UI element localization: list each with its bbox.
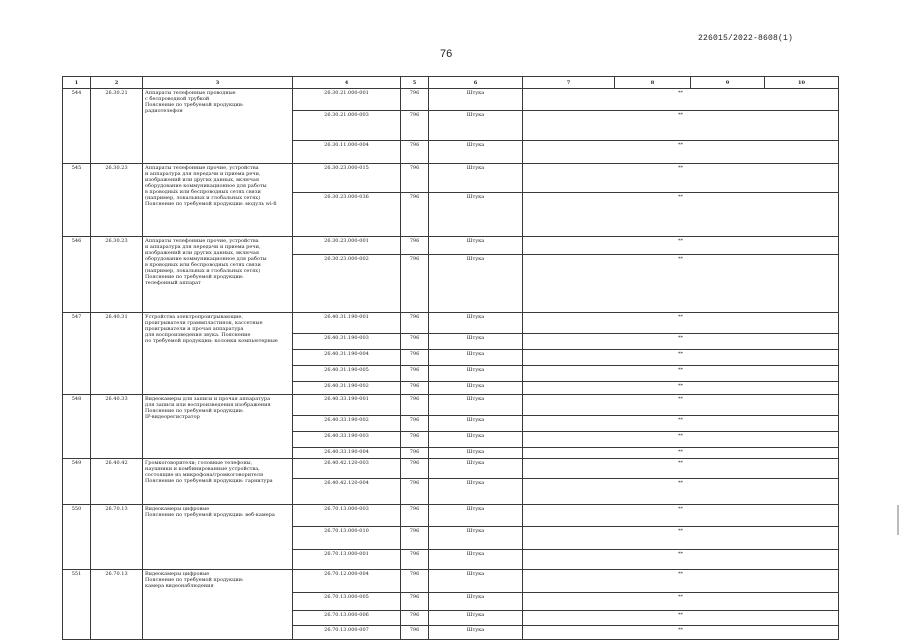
marker-cell: ** [523, 164, 839, 193]
ktru-code-cell: 26.40.31.190-004 [293, 350, 401, 366]
okpd-code-cell: 26.30.23 [91, 164, 143, 237]
marker-cell: ** [523, 479, 839, 505]
column-header: 9 [691, 77, 765, 89]
column-header: 2 [91, 77, 143, 89]
okpd-code-cell: 26.70.13 [91, 570, 143, 640]
okei-code-cell: 796 [401, 570, 429, 593]
table-row [63, 237, 839, 255]
unit-cell: Штука [429, 141, 523, 164]
header-row [63, 77, 839, 89]
marker-cell: ** [523, 366, 839, 382]
description-cell: Аппараты телефонные прочие, устройства и аппаратура для передачи и приема речи, изображений или других данных, включая оборудование коммуникационное для работы в проводных или беспроводных сетях связи (например, локальных и глобальных сетях) Пояснение по требуемой продукции: телефонный аппарат [143, 237, 293, 313]
unit-cell: Штука [429, 479, 523, 505]
column-header: 10 [765, 77, 839, 89]
ktru-code-cell: 26.70.12.000-004 [293, 570, 401, 593]
marker-cell: ** [523, 570, 839, 593]
okei-code-cell: 796 [401, 505, 429, 527]
description-cell: Видеокамеры цифровые Пояснение по требуемой продукции: камера видеонаблюдения [143, 570, 293, 640]
unit-cell: Штука [429, 164, 523, 193]
row-number-cell: 549 [63, 459, 91, 505]
unit-cell: Штука [429, 432, 523, 448]
okei-code-cell: 796 [401, 111, 429, 141]
okei-code-cell: 796 [401, 334, 429, 350]
unit-cell: Штука [429, 395, 523, 416]
column-header: 1 [63, 77, 91, 89]
ktru-code-cell: 26.70.13.000-010 [293, 527, 401, 550]
marker-cell: ** [523, 89, 839, 111]
ktru-code-cell: 26.40.31.190-005 [293, 366, 401, 382]
unit-cell: Штука [429, 611, 523, 626]
ktru-code-cell: 26.40.31.190-001 [293, 313, 401, 334]
marker-cell: ** [523, 193, 839, 237]
marker-cell: ** [523, 459, 839, 479]
unit-cell: Штука [429, 350, 523, 366]
table-row [63, 459, 839, 479]
okei-code-cell: 796 [401, 395, 429, 416]
ktru-code-cell: 26.70.13.000-003 [293, 505, 401, 527]
marker-cell: ** [523, 111, 839, 141]
okei-code-cell: 796 [401, 141, 429, 164]
marker-cell: ** [523, 432, 839, 448]
okpd-code-cell: 26.30.21 [91, 89, 143, 164]
okei-code-cell: 796 [401, 416, 429, 432]
ktru-code-cell: 26.40.42.120-004 [293, 479, 401, 505]
unit-cell: Штука [429, 111, 523, 141]
ktru-code-cell: 26.70.13.000-006 [293, 611, 401, 626]
description-cell: Аппараты телефонные проводные с беспроводной трубкой Пояснение по требуемой продукции: радиотелефон [143, 89, 293, 164]
unit-cell: Штука [429, 593, 523, 611]
unit-cell: Штука [429, 237, 523, 255]
okei-code-cell: 796 [401, 527, 429, 550]
ktru-code-cell: 26.40.33.190-001 [293, 395, 401, 416]
description-cell: Аппараты телефонные прочие, устройства и аппаратура для передачи и приема речи, изображений или других данных, включая оборудование коммуникационное для работы в проводных или беспроводных сетях связи (например, локальных и глобальных сетях) Пояснение по требуемой продукции: модуль wi-fi [143, 164, 293, 237]
marker-cell: ** [523, 611, 839, 626]
ktru-code-cell: 26.40.42.120-003 [293, 459, 401, 479]
column-header: 8 [615, 77, 691, 89]
marker-cell: ** [523, 350, 839, 366]
okei-code-cell: 796 [401, 611, 429, 626]
ktru-code-cell: 26.40.31.190-002 [293, 382, 401, 395]
ktru-code-cell: 26.70.13.000-005 [293, 593, 401, 611]
row-number-cell: 546 [63, 237, 91, 313]
unit-cell: Штука [429, 255, 523, 313]
table-row [63, 313, 839, 334]
ktru-code-cell: 26.40.33.190-002 [293, 416, 401, 432]
unit-cell: Штука [429, 313, 523, 334]
unit-cell: Штука [429, 570, 523, 593]
ktru-code-cell: 26.30.11.000-004 [293, 141, 401, 164]
scan-edge-mark [897, 505, 899, 535]
okei-code-cell: 796 [401, 382, 429, 395]
column-header: 4 [293, 77, 401, 89]
ktru-code-cell: 26.40.31.190-003 [293, 334, 401, 350]
ktru-code-cell: 26.30.23.000-002 [293, 255, 401, 313]
marker-cell: ** [523, 395, 839, 416]
unit-cell: Штука [429, 334, 523, 350]
row-number-cell: 544 [63, 89, 91, 164]
okei-code-cell: 796 [401, 193, 429, 237]
description-cell: Видеокамеры цифровые Пояснение по требуемой продукции: веб-камера [143, 505, 293, 570]
row-number-cell: 550 [63, 505, 91, 570]
row-number-cell: 547 [63, 313, 91, 395]
okpd-code-cell: 26.30.23 [91, 237, 143, 313]
marker-cell: ** [523, 416, 839, 432]
row-number-cell: 548 [63, 395, 91, 459]
unit-cell: Штука [429, 448, 523, 459]
ktru-code-cell: 26.70.13.000-001 [293, 550, 401, 570]
okei-code-cell: 796 [401, 164, 429, 193]
ktru-code-cell: 26.30.23.000-001 [293, 237, 401, 255]
description-cell: Устройства электропроигрывающие, проигрыватели граммпластинок, кассетные проигрыватели и прочая аппаратура для воспроизведения звука. Пояснение по требуемой продукции: колонки компьютерные [143, 313, 293, 395]
unit-cell: Штука [429, 527, 523, 550]
marker-cell: ** [523, 313, 839, 334]
unit-cell: Штука [429, 366, 523, 382]
okei-code-cell: 796 [401, 550, 429, 570]
table-row [63, 505, 839, 527]
description-cell: Громкоговорители; головные телефоны, наушники и комбинированные устройства, состоящие из микрофона/громкоговорителя Пояснение по требуемой продукции: гарнитура [143, 459, 293, 505]
marker-cell: ** [523, 626, 839, 640]
unit-cell: Штука [429, 626, 523, 640]
okei-code-cell: 796 [401, 593, 429, 611]
okei-code-cell: 796 [401, 313, 429, 334]
unit-cell: Штука [429, 550, 523, 570]
okei-code-cell: 796 [401, 366, 429, 382]
marker-cell: ** [523, 550, 839, 570]
page-number: 76 [440, 48, 453, 60]
table-row [63, 164, 839, 193]
marker-cell: ** [523, 527, 839, 550]
okei-code-cell: 796 [401, 89, 429, 111]
ktru-code-cell: 26.30.21.000-001 [293, 89, 401, 111]
marker-cell: ** [523, 255, 839, 313]
ktru-code-cell: 26.40.33.190-004 [293, 448, 401, 459]
unit-cell: Штука [429, 193, 523, 237]
marker-cell: ** [523, 141, 839, 164]
row-number-cell: 551 [63, 570, 91, 640]
table-row [63, 89, 839, 111]
column-header: 3 [143, 77, 293, 89]
ktru-code-cell: 26.30.21.000-003 [293, 111, 401, 141]
marker-cell: ** [523, 448, 839, 459]
okpd-code-cell: 26.70.13 [91, 505, 143, 570]
column-header: 5 [401, 77, 429, 89]
document-number: 226015/2022-8608(1) [698, 34, 794, 43]
okpd-code-cell: 26.40.42 [91, 459, 143, 505]
okei-code-cell: 796 [401, 479, 429, 505]
okei-code-cell: 796 [401, 350, 429, 366]
unit-cell: Штука [429, 89, 523, 111]
table-row [63, 395, 839, 416]
okei-code-cell: 796 [401, 237, 429, 255]
marker-cell: ** [523, 505, 839, 527]
register-table [62, 76, 839, 640]
unit-cell: Штука [429, 459, 523, 479]
marker-cell: ** [523, 334, 839, 350]
okpd-code-cell: 26.40.33 [91, 395, 143, 459]
unit-cell: Штука [429, 505, 523, 527]
unit-cell: Штука [429, 416, 523, 432]
okei-code-cell: 796 [401, 255, 429, 313]
marker-cell: ** [523, 237, 839, 255]
okei-code-cell: 796 [401, 459, 429, 479]
okei-code-cell: 796 [401, 448, 429, 459]
okei-code-cell: 796 [401, 432, 429, 448]
unit-cell: Штука [429, 382, 523, 395]
okpd-code-cell: 26.40.31 [91, 313, 143, 395]
description-cell: Видеокамеры для записи и прочая аппаратура для записи или воспроизведения изображения Пояснение по требуемой продукции: IP-видеорегистратор [143, 395, 293, 459]
column-header: 6 [429, 77, 523, 89]
okei-code-cell: 796 [401, 626, 429, 640]
ktru-code-cell: 26.30.23.000-036 [293, 193, 401, 237]
ktru-code-cell: 26.70.13.000-007 [293, 626, 401, 640]
table-row [63, 570, 839, 593]
marker-cell: ** [523, 593, 839, 611]
ktru-code-cell: 26.40.33.190-003 [293, 432, 401, 448]
column-header: 7 [523, 77, 615, 89]
ktru-code-cell: 26.30.23.000-015 [293, 164, 401, 193]
marker-cell: ** [523, 382, 839, 395]
row-number-cell: 545 [63, 164, 91, 237]
